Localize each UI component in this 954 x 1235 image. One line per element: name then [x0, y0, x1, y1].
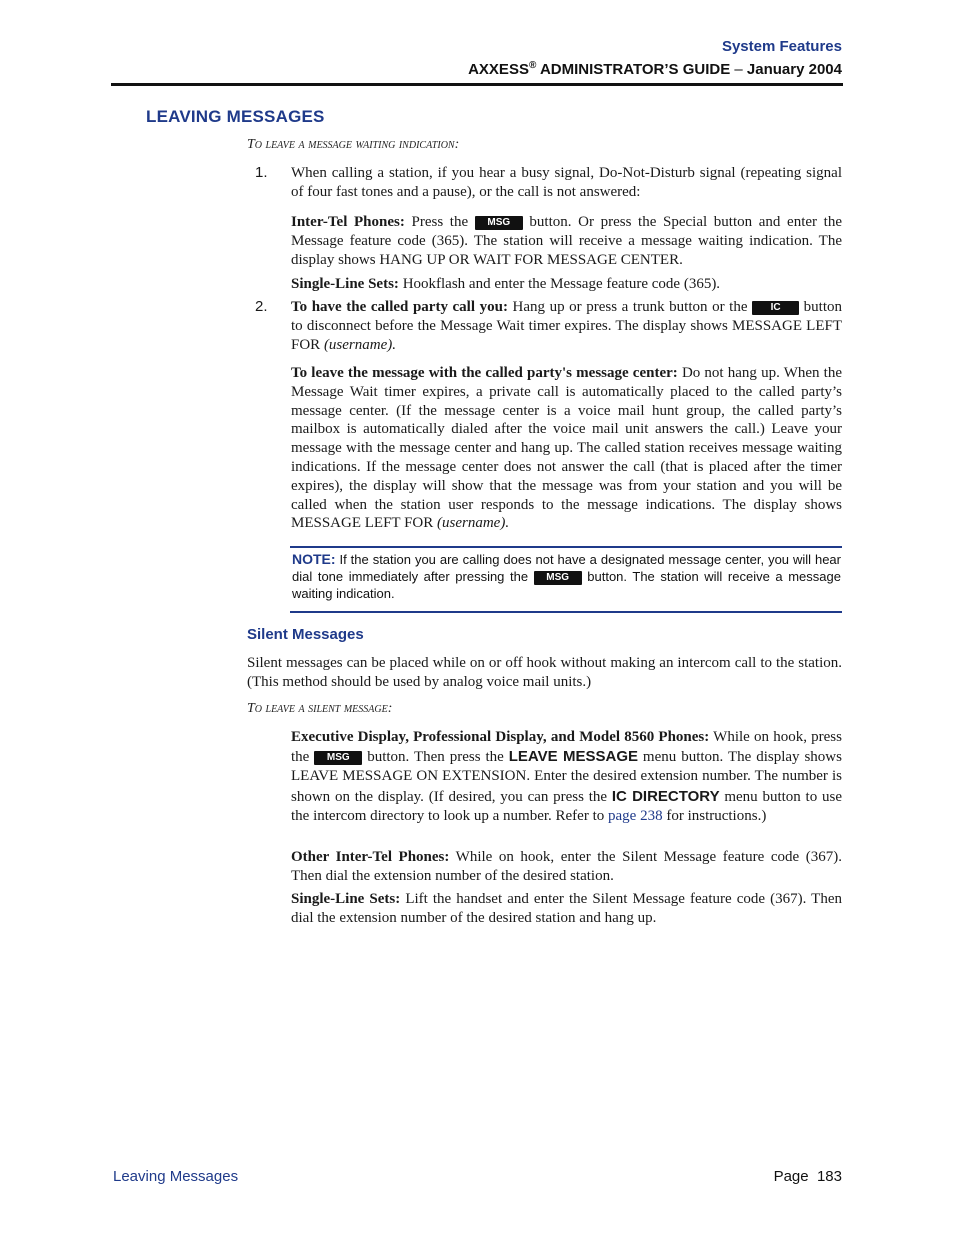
- header-rule: [111, 83, 843, 86]
- single-line-paragraph: [291, 275, 842, 294]
- procedure-label: To leave a silent message:: [247, 701, 393, 716]
- intertel-phones-paragraph: [291, 213, 842, 269]
- msg-key-icon: MSG: [534, 571, 582, 585]
- guide-dash: –: [730, 61, 747, 78]
- text-run: If the station you are calling does not have a designated message center, you will hear dial tone immediately after pressing the: [292, 552, 841, 584]
- username-variable: (username).: [437, 515, 510, 532]
- step-1-text: When calling a station, if you hear a busy signal, Do-Not-Disturb signal (repeating signal of four fast tones and a pause), or the call is not answered:: [291, 165, 842, 200]
- text-run: menu button. The display shows LEAVE MESSAGE ON EXTENSION. Enter the desired extension number. The number is shown on the display. (If desired, you can press the: [291, 749, 842, 805]
- msg-key-icon: MSG: [314, 751, 362, 765]
- text-run: Hang up or press a trunk button or the: [507, 299, 753, 315]
- note-label: NOTE:: [292, 551, 336, 567]
- section-heading: LEAVING MESSAGES: [146, 107, 325, 126]
- page-238-link[interactable]: page 238: [608, 807, 663, 824]
- subsection-heading: Silent Messages: [247, 626, 364, 643]
- page-number: 183: [816, 1168, 842, 1185]
- guide-date: January 2004: [746, 61, 842, 78]
- note-text: [292, 551, 841, 602]
- executive-display-label: Executive Display, Professional Display, and Model 8560 Phones:: [291, 729, 710, 745]
- username-variable: (username).: [323, 336, 397, 353]
- ic-directory-button-name: IC DIRECTORY: [611, 787, 720, 805]
- text-run: button. Then press the: [362, 749, 509, 766]
- text-run: for instructions.): [662, 807, 767, 824]
- leave-message-button-name: LEAVE MESSAGE: [508, 748, 638, 766]
- other-intertel-paragraph: [291, 848, 842, 886]
- text-run: Do not hang up. When the Message Wait timer expires, a private call is automatically placed to the called party’s message center. (If the message center is a voice mail hunt group, the called party’s mailbox is automatically dialed after the voice mail unit answers the call.) Leave your message with the message center and hang up. The called station receives message waiting indications. If the message center does not answer the call (that is placed after the timer expires), the display will show that the message was from your station and you will be called when the station user responds to the message indications. The display shows MESSAGE LEFT FOR: [291, 365, 842, 532]
- single-line-label: Single-Line Sets:: [291, 891, 401, 907]
- text-run: menu button to use the intercom directory to look up a number. Refer to: [291, 788, 842, 824]
- text-run: Lift the handset and enter the Silent Message feature code (367). Then dial the extension number of the desired station and hang up.: [291, 891, 842, 926]
- step-number: 2.: [255, 298, 268, 315]
- procedure-label: To leave a message waiting indication:: [247, 137, 460, 152]
- running-header-guide: [468, 60, 842, 78]
- silent-intro: Silent messages can be placed while on or off hook without making an intercom call to the station. (This method should be used by analog voice mail units.): [247, 655, 842, 690]
- footer-section-link[interactable]: Leaving Messages: [113, 1168, 239, 1185]
- running-header-section: System Features: [721, 38, 842, 55]
- silent-single-line-paragraph: [291, 890, 842, 928]
- text-run: button to disconnect before the Message Wait timer expires. The display shows MESSAGE LEFT FOR: [291, 299, 842, 353]
- text-run: While on hook, press the: [291, 729, 842, 766]
- step-2-label: To have the called party call you:: [291, 299, 508, 315]
- step-2-text: [291, 298, 842, 354]
- page-label: Page: [773, 1168, 809, 1185]
- guide-title: ADMINISTRATOR’S GUIDE: [536, 61, 731, 78]
- text-run: While on hook, enter the Silent Message feature code (367). Then dial the extension number of the desired station.: [291, 849, 842, 884]
- executive-display-paragraph: [291, 728, 842, 826]
- text-run: Hookflash and enter the Message feature code (365).: [398, 276, 721, 292]
- registered-mark: ®: [528, 60, 537, 71]
- msg-key-icon: MSG: [475, 216, 523, 230]
- ic-key-icon: IC: [752, 301, 799, 315]
- intertel-label: Inter-Tel Phones:: [291, 214, 405, 230]
- text-run: button. The station will receive a message waiting indication.: [292, 569, 841, 601]
- text-run: button. Or press the Special button and enter the Message feature code (365). The station will receive a message waiting indication. The display shows HANG UP OR WAIT FOR MESSAGE CENTER.: [291, 214, 842, 268]
- other-intertel-label: Other Inter-Tel Phones:: [291, 849, 450, 865]
- step-number: 1.: [255, 164, 268, 181]
- message-center-paragraph: [291, 364, 842, 533]
- text-run: Press the: [404, 214, 475, 230]
- footer-page-number: [774, 1168, 842, 1185]
- guide-name: AXXESS: [468, 61, 529, 78]
- message-center-label: To leave the message with the called party's message center:: [291, 365, 678, 381]
- single-line-label: Single-Line Sets:: [291, 276, 399, 292]
